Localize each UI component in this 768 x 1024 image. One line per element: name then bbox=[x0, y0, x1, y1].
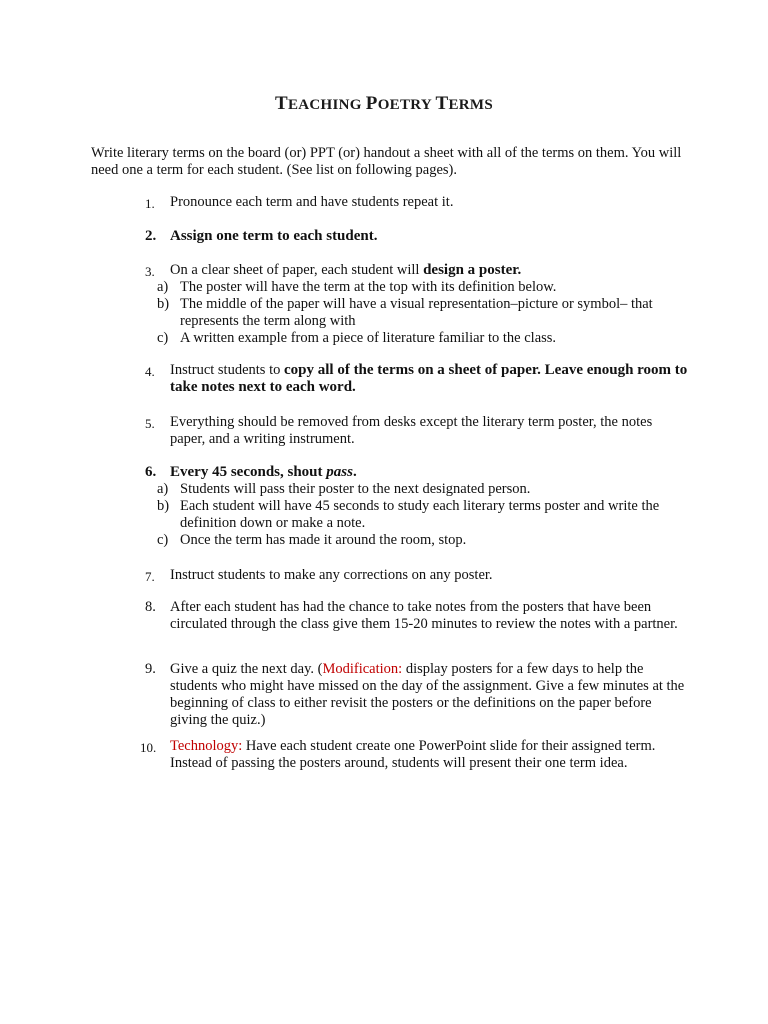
list-item bbox=[145, 567, 690, 584]
sub-item: a) Students will pass their poster to the next designated person. bbox=[157, 481, 531, 497]
item-number: 10. bbox=[140, 740, 157, 755]
page-title: TEACHING POETRY TERMS bbox=[274, 93, 494, 114]
list-item bbox=[145, 194, 690, 211]
item-text: Instruct students to make any corrections on any poster. bbox=[170, 567, 493, 583]
list-item bbox=[145, 599, 690, 633]
item-number: 3. bbox=[145, 264, 155, 279]
item-text: Technology: Have each student create one PowerPoint slide for their assigned term. Instead of passing the posters around, students will present their one term idea. bbox=[170, 738, 656, 771]
list-item bbox=[145, 228, 690, 245]
item-number: 4. bbox=[145, 364, 155, 379]
item-number: 5. bbox=[145, 416, 155, 431]
item-text: Assign one term to each student. bbox=[170, 228, 378, 244]
item-text: After each student has had the chance to take notes from the posters that have been circulated through the class give them 15-20 minutes to review the notes with a partner. bbox=[170, 599, 678, 632]
list-item bbox=[145, 414, 690, 448]
item-text: Everything should be removed from desks except the literary term poster, the notes paper, and a writing instrument. bbox=[170, 414, 653, 447]
list-item bbox=[145, 661, 690, 729]
item-text: Instruct students to copy all of the terms on a sheet of paper. Leave enough room to take notes next to each word. bbox=[170, 362, 688, 395]
item-text: Give a quiz the next day. (Modification: display posters for a few days to help the students who might have missed on the day of the assignment. Give a few minutes at the beginning of class to either revisit the posters or the definitions on the paper before giving the quiz.) bbox=[170, 661, 685, 728]
sub-item: b) The middle of the paper will have a visual representation–picture or symbol– that represents the term along with bbox=[157, 296, 653, 329]
sub-item: c) A written example from a piece of literature familiar to the class. bbox=[157, 330, 557, 346]
item-text: Every 45 seconds, shout pass. bbox=[170, 464, 357, 480]
list-item bbox=[145, 362, 690, 396]
sub-item: b) Each student will have 45 seconds to study each literary terms poster and write the definition down or make a note. bbox=[157, 498, 660, 531]
item-number: 2. bbox=[145, 228, 157, 244]
item-number: 6. bbox=[145, 464, 157, 480]
intro-paragraph: Write literary terms on the board (or) PPT (or) handout a sheet with all of the terms on them. You will need one a term for each student. (See list on following pages). bbox=[91, 145, 682, 178]
list-item bbox=[145, 464, 690, 549]
list-item bbox=[145, 262, 690, 347]
item-number: 8. bbox=[145, 599, 156, 615]
item-number: 1. bbox=[145, 196, 155, 211]
sub-item: c) Once the term has made it around the room, stop. bbox=[157, 532, 467, 548]
sub-item: a) The poster will have the term at the top with its definition below. bbox=[157, 279, 557, 295]
item-number: 9. bbox=[145, 661, 156, 677]
item-text: Pronounce each term and have students repeat it. bbox=[170, 194, 454, 210]
item-number: 7. bbox=[145, 569, 155, 584]
list-item bbox=[140, 738, 690, 772]
item-text: On a clear sheet of paper, each student will design a poster. bbox=[170, 262, 522, 278]
